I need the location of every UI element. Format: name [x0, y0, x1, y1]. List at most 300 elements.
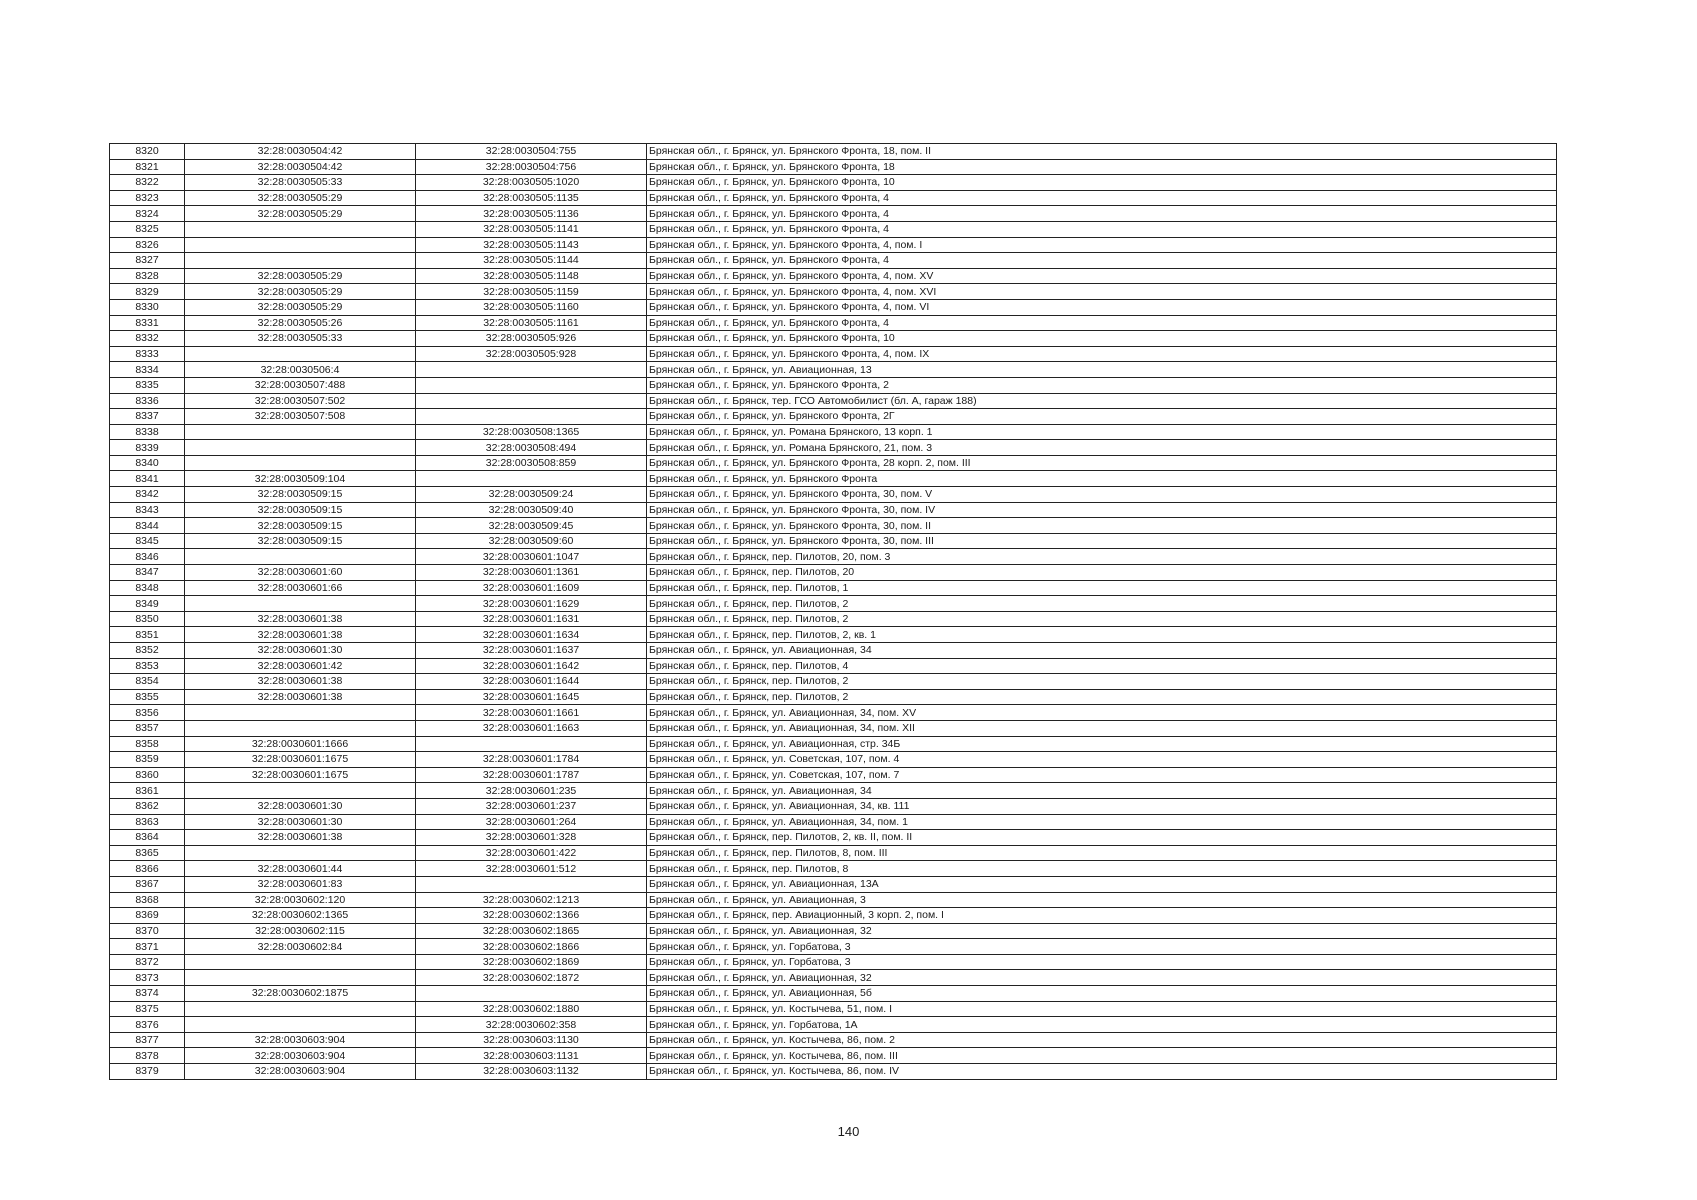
address-cell: Брянская обл., г. Брянск, пер. Пилотов, 4 — [647, 658, 1557, 674]
object-number-cell: 32:28:0030602:1872 — [416, 970, 647, 986]
address-cell: Брянская обл., г. Брянск, ул. Авиационная, 32 — [647, 923, 1557, 939]
parcel-number-cell: 32:28:0030602:1365 — [185, 908, 416, 924]
parcel-number-cell: 32:28:0030509:104 — [185, 471, 416, 487]
object-number-cell: 32:28:0030505:1141 — [416, 221, 647, 237]
parcel-number-cell: 32:28:0030507:502 — [185, 393, 416, 409]
address-cell: Брянская обл., г. Брянск, пер. Пилотов, 20, пом. 3 — [647, 549, 1557, 565]
row-number-cell: 8349 — [110, 596, 185, 612]
table-row — [110, 424, 1557, 440]
row-number-cell: 8327 — [110, 253, 185, 269]
parcel-number-cell: 32:28:0030601:83 — [185, 876, 416, 892]
parcel-number-cell: 32:28:0030601:44 — [185, 861, 416, 877]
row-number-cell: 8360 — [110, 767, 185, 783]
parcel-number-cell: 32:28:0030505:26 — [185, 315, 416, 331]
address-cell: Брянская обл., г. Брянск, ул. Горбатова, 3 — [647, 954, 1557, 970]
address-cell: Брянская обл., г. Брянск, пер. Пилотов, 2 — [647, 611, 1557, 627]
parcel-number-cell: 32:28:0030601:1675 — [185, 767, 416, 783]
address-cell: Брянская обл., г. Брянск, пер. Пилотов, 2 — [647, 674, 1557, 690]
table-row — [110, 1064, 1557, 1080]
row-number-cell: 8373 — [110, 970, 185, 986]
table-row — [110, 237, 1557, 253]
row-number-cell: 8361 — [110, 783, 185, 799]
row-number-cell: 8352 — [110, 643, 185, 659]
object-number-cell: 32:28:0030505:1136 — [416, 206, 647, 222]
row-number-cell: 8366 — [110, 861, 185, 877]
parcel-number-cell: 32:28:0030601:1666 — [185, 736, 416, 752]
table-row — [110, 986, 1557, 1002]
table-row — [110, 736, 1557, 752]
parcel-number-cell: 32:28:0030601:38 — [185, 830, 416, 846]
row-number-cell: 8369 — [110, 908, 185, 924]
address-cell: Брянская обл., г. Брянск, пер. Пилотов, 1 — [647, 580, 1557, 596]
row-number-cell: 8321 — [110, 159, 185, 175]
table-row — [110, 689, 1557, 705]
object-number-cell: 32:28:0030601:237 — [416, 798, 647, 814]
object-number-cell — [416, 377, 647, 393]
address-cell: Брянская обл., г. Брянск, ул. Горбатова, 1А — [647, 1017, 1557, 1033]
row-number-cell: 8332 — [110, 331, 185, 347]
object-number-cell: 32:28:0030509:40 — [416, 502, 647, 518]
address-cell: Брянская обл., г. Брянск, ул. Брянского Фронта, 4 — [647, 315, 1557, 331]
row-number-cell: 8356 — [110, 705, 185, 721]
parcel-number-cell: 32:28:0030509:15 — [185, 518, 416, 534]
page-number: 140 — [837, 1124, 860, 1139]
object-number-cell: 32:28:0030505:1144 — [416, 253, 647, 269]
row-number-cell: 8334 — [110, 362, 185, 378]
table-row — [110, 643, 1557, 659]
row-number-cell: 8322 — [110, 175, 185, 191]
object-number-cell: 32:28:0030508:859 — [416, 455, 647, 471]
parcel-number-cell: 32:28:0030601:60 — [185, 565, 416, 581]
table-row — [110, 908, 1557, 924]
object-number-cell: 32:28:0030504:755 — [416, 144, 647, 160]
object-number-cell: 32:28:0030601:1047 — [416, 549, 647, 565]
table-row — [110, 970, 1557, 986]
table-row — [110, 487, 1557, 503]
address-cell: Брянская обл., г. Брянск, ул. Брянского Фронта, 10 — [647, 331, 1557, 347]
address-cell: Брянская обл., г. Брянск, ул. Костычева, 86, пом. 2 — [647, 1032, 1557, 1048]
parcel-number-cell: 32:28:0030506:4 — [185, 362, 416, 378]
table-row — [110, 455, 1557, 471]
table-row — [110, 923, 1557, 939]
object-number-cell — [416, 409, 647, 425]
table-row — [110, 471, 1557, 487]
parcel-number-cell: 32:28:0030504:42 — [185, 144, 416, 160]
row-number-cell: 8355 — [110, 689, 185, 705]
object-number-cell: 32:28:0030505:928 — [416, 346, 647, 362]
row-number-cell: 8375 — [110, 1001, 185, 1017]
object-number-cell: 32:28:0030505:1135 — [416, 190, 647, 206]
parcel-number-cell — [185, 845, 416, 861]
address-cell: Брянская обл., г. Брянск, ул. Брянского Фронта, 10 — [647, 175, 1557, 191]
object-number-cell — [416, 362, 647, 378]
object-number-cell: 32:28:0030602:1865 — [416, 923, 647, 939]
table-row — [110, 315, 1557, 331]
parcel-number-cell: 32:28:0030505:29 — [185, 284, 416, 300]
row-number-cell: 8325 — [110, 221, 185, 237]
address-cell: Брянская обл., г. Брянск, ул. Брянского Фронта, 4, пом. IX — [647, 346, 1557, 362]
row-number-cell: 8330 — [110, 299, 185, 315]
object-number-cell: 32:28:0030601:1634 — [416, 627, 647, 643]
object-number-cell: 32:28:0030603:1132 — [416, 1064, 647, 1080]
row-number-cell: 8370 — [110, 923, 185, 939]
table-row — [110, 580, 1557, 596]
object-number-cell: 32:28:0030601:264 — [416, 814, 647, 830]
row-number-cell: 8336 — [110, 393, 185, 409]
parcel-number-cell — [185, 596, 416, 612]
row-number-cell: 8341 — [110, 471, 185, 487]
table-row — [110, 409, 1557, 425]
parcel-number-cell — [185, 253, 416, 269]
address-cell: Брянская обл., г. Брянск, ул. Брянского Фронта, 18 — [647, 159, 1557, 175]
parcel-number-cell: 32:28:0030603:904 — [185, 1032, 416, 1048]
parcel-number-cell: 32:28:0030601:42 — [185, 658, 416, 674]
address-cell: Брянская обл., г. Брянск, пер. Пилотов, 8, пом. III — [647, 845, 1557, 861]
object-number-cell: 32:28:0030601:1644 — [416, 674, 647, 690]
parcel-number-cell: 32:28:0030505:29 — [185, 190, 416, 206]
object-number-cell: 32:28:0030505:1143 — [416, 237, 647, 253]
parcel-number-cell: 32:28:0030603:904 — [185, 1064, 416, 1080]
address-cell: Брянская обл., г. Брянск, пер. Пилотов, 20 — [647, 565, 1557, 581]
table-row — [110, 627, 1557, 643]
address-cell: Брянская обл., г. Брянск, ул. Брянского Фронта, 4, пом. XV — [647, 268, 1557, 284]
address-cell: Брянская обл., г. Брянск, ул. Брянского Фронта, 4, пом. I — [647, 237, 1557, 253]
table-row — [110, 939, 1557, 955]
parcel-number-cell: 32:28:0030504:42 — [185, 159, 416, 175]
parcel-number-cell: 32:28:0030602:115 — [185, 923, 416, 939]
parcel-number-cell: 32:28:0030601:1675 — [185, 752, 416, 768]
table-row — [110, 190, 1557, 206]
address-cell: Брянская обл., г. Брянск, ул. Костычева, 86, пом. IV — [647, 1064, 1557, 1080]
address-cell: Брянская обл., г. Брянск, ул. Авиационная, 5б — [647, 986, 1557, 1002]
object-number-cell: 32:28:0030601:1631 — [416, 611, 647, 627]
table-row — [110, 1032, 1557, 1048]
object-number-cell: 32:28:0030505:1159 — [416, 284, 647, 300]
object-number-cell: 32:28:0030509:24 — [416, 487, 647, 503]
parcel-number-cell: 32:28:0030601:66 — [185, 580, 416, 596]
parcel-number-cell: 32:28:0030601:30 — [185, 814, 416, 830]
object-number-cell: 32:28:0030602:1880 — [416, 1001, 647, 1017]
object-number-cell: 32:28:0030505:926 — [416, 331, 647, 347]
row-number-cell: 8343 — [110, 502, 185, 518]
address-cell: Брянская обл., г. Брянск, ул. Брянского Фронта, 2 — [647, 377, 1557, 393]
table-row — [110, 705, 1557, 721]
row-number-cell: 8345 — [110, 533, 185, 549]
row-number-cell: 8342 — [110, 487, 185, 503]
row-number-cell: 8351 — [110, 627, 185, 643]
parcel-number-cell — [185, 346, 416, 362]
table-row — [110, 783, 1557, 799]
parcel-number-cell: 32:28:0030509:15 — [185, 533, 416, 549]
address-cell: Брянская обл., г. Брянск, ул. Брянского Фронта, 28 корп. 2, пом. III — [647, 455, 1557, 471]
row-number-cell: 8338 — [110, 424, 185, 440]
table-row — [110, 1017, 1557, 1033]
table-row — [110, 611, 1557, 627]
object-number-cell: 32:28:0030603:1130 — [416, 1032, 647, 1048]
row-number-cell: 8350 — [110, 611, 185, 627]
data-table — [109, 143, 1557, 1080]
row-number-cell: 8365 — [110, 845, 185, 861]
table-row — [110, 798, 1557, 814]
object-number-cell: 32:28:0030601:1361 — [416, 565, 647, 581]
row-number-cell: 8364 — [110, 830, 185, 846]
address-cell: Брянская обл., г. Брянск, пер. Пилотов, 2, кв. II, пом. II — [647, 830, 1557, 846]
parcel-number-cell — [185, 237, 416, 253]
table-row — [110, 658, 1557, 674]
address-cell: Брянская обл., г. Брянск, ул. Авиационная, 34, пом. XII — [647, 720, 1557, 736]
table-row — [110, 752, 1557, 768]
table-row — [110, 144, 1557, 160]
parcel-number-cell: 32:28:0030509:15 — [185, 502, 416, 518]
row-number-cell: 8347 — [110, 565, 185, 581]
row-number-cell: 8358 — [110, 736, 185, 752]
parcel-number-cell: 32:28:0030601:38 — [185, 674, 416, 690]
row-number-cell: 8378 — [110, 1048, 185, 1064]
address-cell: Брянская обл., г. Брянск, ул. Брянского Фронта, 30, пом. IV — [647, 502, 1557, 518]
table-row — [110, 830, 1557, 846]
address-cell: Брянская обл., г. Брянск, ул. Авиационная, 34, кв. 111 — [647, 798, 1557, 814]
address-cell: Брянская обл., г. Брянск, ул. Авиационная, 13А — [647, 876, 1557, 892]
parcel-number-cell: 32:28:0030505:29 — [185, 299, 416, 315]
object-number-cell: 32:28:0030505:1161 — [416, 315, 647, 331]
object-number-cell: 32:28:0030601:328 — [416, 830, 647, 846]
parcel-number-cell — [185, 1017, 416, 1033]
address-cell: Брянская обл., г. Брянск, ул. Костычева, 86, пом. III — [647, 1048, 1557, 1064]
object-number-cell: 32:28:0030509:45 — [416, 518, 647, 534]
object-number-cell: 32:28:0030601:422 — [416, 845, 647, 861]
table-row — [110, 393, 1557, 409]
object-number-cell: 32:28:0030602:1366 — [416, 908, 647, 924]
row-number-cell: 8377 — [110, 1032, 185, 1048]
row-number-cell: 8374 — [110, 986, 185, 1002]
address-cell: Брянская обл., г. Брянск, ул. Авиационная, 3 — [647, 892, 1557, 908]
object-number-cell: 32:28:0030602:1213 — [416, 892, 647, 908]
table-row — [110, 502, 1557, 518]
parcel-number-cell: 32:28:0030602:84 — [185, 939, 416, 955]
table-row — [110, 565, 1557, 581]
address-cell: Брянская обл., г. Брянск, пер. Пилотов, 2 — [647, 689, 1557, 705]
address-cell: Брянская обл., г. Брянск, ул. Авиационная, 34 — [647, 643, 1557, 659]
table-row — [110, 518, 1557, 534]
object-number-cell: 32:28:0030508:1365 — [416, 424, 647, 440]
row-number-cell: 8331 — [110, 315, 185, 331]
object-number-cell: 32:28:0030601:235 — [416, 783, 647, 799]
table-row — [110, 346, 1557, 362]
parcel-number-cell: 32:28:0030507:488 — [185, 377, 416, 393]
object-number-cell — [416, 393, 647, 409]
row-number-cell: 8376 — [110, 1017, 185, 1033]
table-row — [110, 892, 1557, 908]
table-row — [110, 440, 1557, 456]
parcel-number-cell — [185, 720, 416, 736]
row-number-cell: 8372 — [110, 954, 185, 970]
address-cell: Брянская обл., г. Брянск, ул. Авиационная, 34, пом. XV — [647, 705, 1557, 721]
address-cell: Брянская обл., г. Брянск, ул. Романа Брянского, 21, пом. 3 — [647, 440, 1557, 456]
address-cell: Брянская обл., г. Брянск, ул. Брянского Фронта, 4 — [647, 221, 1557, 237]
parcel-number-cell — [185, 705, 416, 721]
table-row — [110, 268, 1557, 284]
table-row — [110, 549, 1557, 565]
row-number-cell: 8337 — [110, 409, 185, 425]
address-cell: Брянская обл., г. Брянск, ул. Брянского Фронта, 4 — [647, 190, 1557, 206]
row-number-cell: 8354 — [110, 674, 185, 690]
table-row — [110, 1048, 1557, 1064]
object-number-cell — [416, 876, 647, 892]
parcel-number-cell — [185, 1001, 416, 1017]
parcel-number-cell: 32:28:0030505:33 — [185, 331, 416, 347]
table-row — [110, 299, 1557, 315]
parcel-number-cell — [185, 549, 416, 565]
table-row — [110, 377, 1557, 393]
address-cell: Брянская обл., г. Брянск, пер. Пилотов, 8 — [647, 861, 1557, 877]
parcel-number-cell — [185, 783, 416, 799]
parcel-number-cell: 32:28:0030505:33 — [185, 175, 416, 191]
object-number-cell: 32:28:0030601:1609 — [416, 580, 647, 596]
address-cell: Брянская обл., г. Брянск, пер. Авиационный, 3 корп. 2, пом. I — [647, 908, 1557, 924]
table-row — [110, 159, 1557, 175]
parcel-number-cell: 32:28:0030601:30 — [185, 798, 416, 814]
address-cell: Брянская обл., г. Брянск, ул. Авиационная, 32 — [647, 970, 1557, 986]
table-row — [110, 253, 1557, 269]
row-number-cell: 8339 — [110, 440, 185, 456]
address-cell: Брянская обл., г. Брянск, ул. Костычева, 51, пом. I — [647, 1001, 1557, 1017]
parcel-number-cell — [185, 954, 416, 970]
parcel-number-cell: 32:28:0030601:38 — [185, 689, 416, 705]
address-cell: Брянская обл., г. Брянск, ул. Авиационная, 13 — [647, 362, 1557, 378]
row-number-cell: 8346 — [110, 549, 185, 565]
parcel-number-cell — [185, 440, 416, 456]
object-number-cell: 32:28:0030603:1131 — [416, 1048, 647, 1064]
row-number-cell: 8371 — [110, 939, 185, 955]
parcel-number-cell — [185, 221, 416, 237]
row-number-cell: 8328 — [110, 268, 185, 284]
table-row — [110, 533, 1557, 549]
table-body — [110, 144, 1557, 1080]
table-row — [110, 767, 1557, 783]
address-cell: Брянская обл., г. Брянск, ул. Брянского Фронта, 4, пом. XVI — [647, 284, 1557, 300]
row-number-cell: 8348 — [110, 580, 185, 596]
object-number-cell: 32:28:0030505:1160 — [416, 299, 647, 315]
table-row — [110, 331, 1557, 347]
address-cell: Брянская обл., г. Брянск, ул. Авиационная, 34, пом. 1 — [647, 814, 1557, 830]
table-row — [110, 221, 1557, 237]
row-number-cell: 8329 — [110, 284, 185, 300]
address-cell: Брянская обл., г. Брянск, ул. Романа Брянского, 13 корп. 1 — [647, 424, 1557, 440]
row-number-cell: 8357 — [110, 720, 185, 736]
parcel-number-cell: 32:28:0030505:29 — [185, 268, 416, 284]
object-number-cell: 32:28:0030509:60 — [416, 533, 647, 549]
address-cell: Брянская обл., г. Брянск, ул. Брянского Фронта, 2Г — [647, 409, 1557, 425]
object-number-cell: 32:28:0030602:1869 — [416, 954, 647, 970]
row-number-cell: 8359 — [110, 752, 185, 768]
table-row — [110, 206, 1557, 222]
row-number-cell: 8368 — [110, 892, 185, 908]
table-row — [110, 1001, 1557, 1017]
address-cell: Брянская обл., г. Брянск, ул. Брянского Фронта, 18, пом. II — [647, 144, 1557, 160]
row-number-cell: 8323 — [110, 190, 185, 206]
table-row — [110, 720, 1557, 736]
object-number-cell: 32:28:0030602:1866 — [416, 939, 647, 955]
object-number-cell: 32:28:0030504:756 — [416, 159, 647, 175]
parcel-number-cell: 32:28:0030505:29 — [185, 206, 416, 222]
address-cell: Брянская обл., г. Брянск, тер. ГСО Автомобилист (бл. А, гараж 188) — [647, 393, 1557, 409]
address-cell: Брянская обл., г. Брянск, ул. Брянского Фронта — [647, 471, 1557, 487]
object-number-cell: 32:28:0030601:1629 — [416, 596, 647, 612]
object-number-cell: 32:28:0030601:1637 — [416, 643, 647, 659]
parcel-number-cell: 32:28:0030602:120 — [185, 892, 416, 908]
row-number-cell: 8353 — [110, 658, 185, 674]
address-cell: Брянская обл., г. Брянск, ул. Советская, 107, пом. 7 — [647, 767, 1557, 783]
address-cell: Брянская обл., г. Брянск, ул. Брянского Фронта, 30, пом. V — [647, 487, 1557, 503]
row-number-cell: 8333 — [110, 346, 185, 362]
parcel-number-cell: 32:28:0030602:1875 — [185, 986, 416, 1002]
table-row — [110, 362, 1557, 378]
object-number-cell: 32:28:0030505:1020 — [416, 175, 647, 191]
table-row — [110, 175, 1557, 191]
parcel-number-cell — [185, 970, 416, 986]
row-number-cell: 8363 — [110, 814, 185, 830]
parcel-number-cell — [185, 455, 416, 471]
address-cell: Брянская обл., г. Брянск, ул. Авиационная, стр. 34Б — [647, 736, 1557, 752]
parcel-number-cell: 32:28:0030507:508 — [185, 409, 416, 425]
parcel-number-cell: 32:28:0030603:904 — [185, 1048, 416, 1064]
row-number-cell: 8362 — [110, 798, 185, 814]
address-cell: Брянская обл., г. Брянск, пер. Пилотов, 2, кв. 1 — [647, 627, 1557, 643]
object-number-cell: 32:28:0030601:1642 — [416, 658, 647, 674]
object-number-cell — [416, 736, 647, 752]
parcel-number-cell: 32:28:0030601:30 — [185, 643, 416, 659]
address-cell: Брянская обл., г. Брянск, ул. Брянского Фронта, 30, пом. III — [647, 533, 1557, 549]
row-number-cell: 8335 — [110, 377, 185, 393]
row-number-cell: 8340 — [110, 455, 185, 471]
address-cell: Брянская обл., г. Брянск, ул. Брянского Фронта, 4, пом. VI — [647, 299, 1557, 315]
object-number-cell: 32:28:0030508:494 — [416, 440, 647, 456]
object-number-cell — [416, 471, 647, 487]
table-row — [110, 845, 1557, 861]
object-number-cell: 32:28:0030601:512 — [416, 861, 647, 877]
address-cell: Брянская обл., г. Брянск, пер. Пилотов, 2 — [647, 596, 1557, 612]
row-number-cell: 8367 — [110, 876, 185, 892]
address-cell: Брянская обл., г. Брянск, ул. Брянского Фронта, 4 — [647, 253, 1557, 269]
table-row — [110, 876, 1557, 892]
row-number-cell: 8326 — [110, 237, 185, 253]
address-cell: Брянская обл., г. Брянск, ул. Брянского Фронта, 30, пом. II — [647, 518, 1557, 534]
table-row — [110, 954, 1557, 970]
row-number-cell: 8344 — [110, 518, 185, 534]
address-cell: Брянская обл., г. Брянск, ул. Горбатова, 3 — [647, 939, 1557, 955]
object-number-cell: 32:28:0030601:1645 — [416, 689, 647, 705]
table-row — [110, 814, 1557, 830]
object-number-cell: 32:28:0030601:1663 — [416, 720, 647, 736]
object-number-cell — [416, 986, 647, 1002]
row-number-cell: 8379 — [110, 1064, 185, 1080]
parcel-number-cell: 32:28:0030509:15 — [185, 487, 416, 503]
row-number-cell: 8324 — [110, 206, 185, 222]
table-row — [110, 861, 1557, 877]
object-number-cell: 32:28:0030601:1784 — [416, 752, 647, 768]
parcel-number-cell — [185, 424, 416, 440]
address-cell: Брянская обл., г. Брянск, ул. Советская, 107, пом. 4 — [647, 752, 1557, 768]
table-row — [110, 674, 1557, 690]
parcel-number-cell: 32:28:0030601:38 — [185, 611, 416, 627]
address-cell: Брянская обл., г. Брянск, ул. Авиационная, 34 — [647, 783, 1557, 799]
row-number-cell: 8320 — [110, 144, 185, 160]
object-number-cell: 32:28:0030602:358 — [416, 1017, 647, 1033]
parcel-number-cell: 32:28:0030601:38 — [185, 627, 416, 643]
object-number-cell: 32:28:0030505:1148 — [416, 268, 647, 284]
object-number-cell: 32:28:0030601:1787 — [416, 767, 647, 783]
address-cell: Брянская обл., г. Брянск, ул. Брянского Фронта, 4 — [647, 206, 1557, 222]
